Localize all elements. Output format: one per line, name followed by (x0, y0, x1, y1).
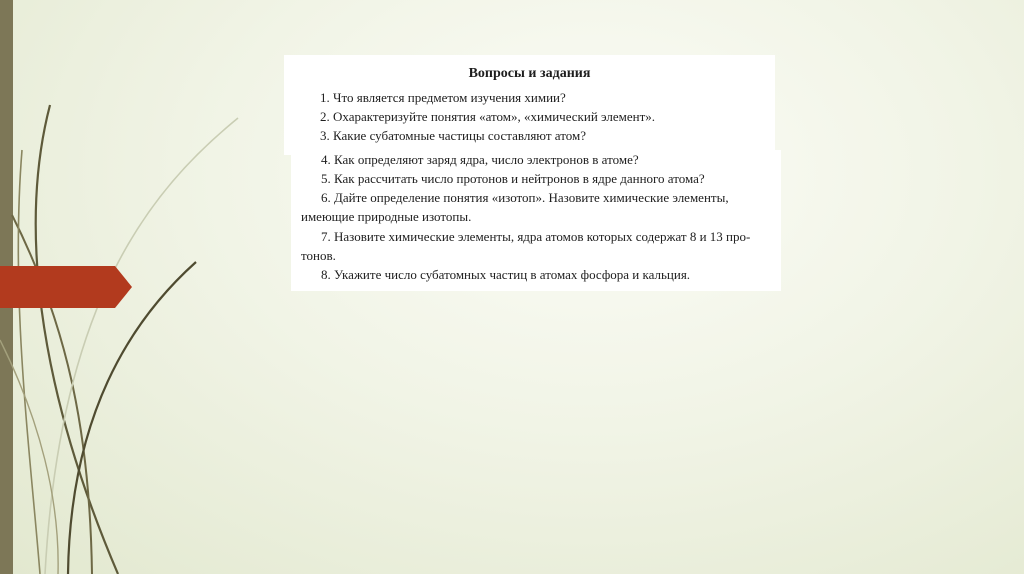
question-item: 3. Какие субатомные частицы составляют атом? (320, 128, 586, 143)
question-item-continuation: имеющие природные изотопы. (301, 209, 472, 224)
question-item: 2. Охарактеризуйте понятия «атом», «химический элемент». (320, 109, 656, 124)
questions-card-bottom (291, 150, 781, 291)
swirl-line (36, 105, 118, 574)
question-item: 5. Как рассчитать число протонов и нейтронов в ядре данного атома? (321, 171, 705, 186)
card-title: Вопросы и задания (468, 66, 591, 81)
questions-card-top (284, 55, 775, 155)
question-item: 7. Назовите химические элементы, ядра атомов которых содержат 8 и 13 про- (321, 229, 751, 244)
red-arrow-tab (0, 266, 132, 308)
question-item: 1. Что является предметом изучения химии? (320, 90, 566, 105)
question-item: 6. Дайте определение понятия «изотоп». Назовите химические элементы, (321, 190, 729, 205)
swirl-line (68, 262, 196, 574)
question-item: 8. Укажите число субатомных частиц в атомах фосфора и кальция. (321, 267, 691, 282)
question-item: 4. Как определяют заряд ядра, число электронов в атоме? (321, 152, 639, 167)
question-item-continuation: тонов. (301, 248, 336, 263)
